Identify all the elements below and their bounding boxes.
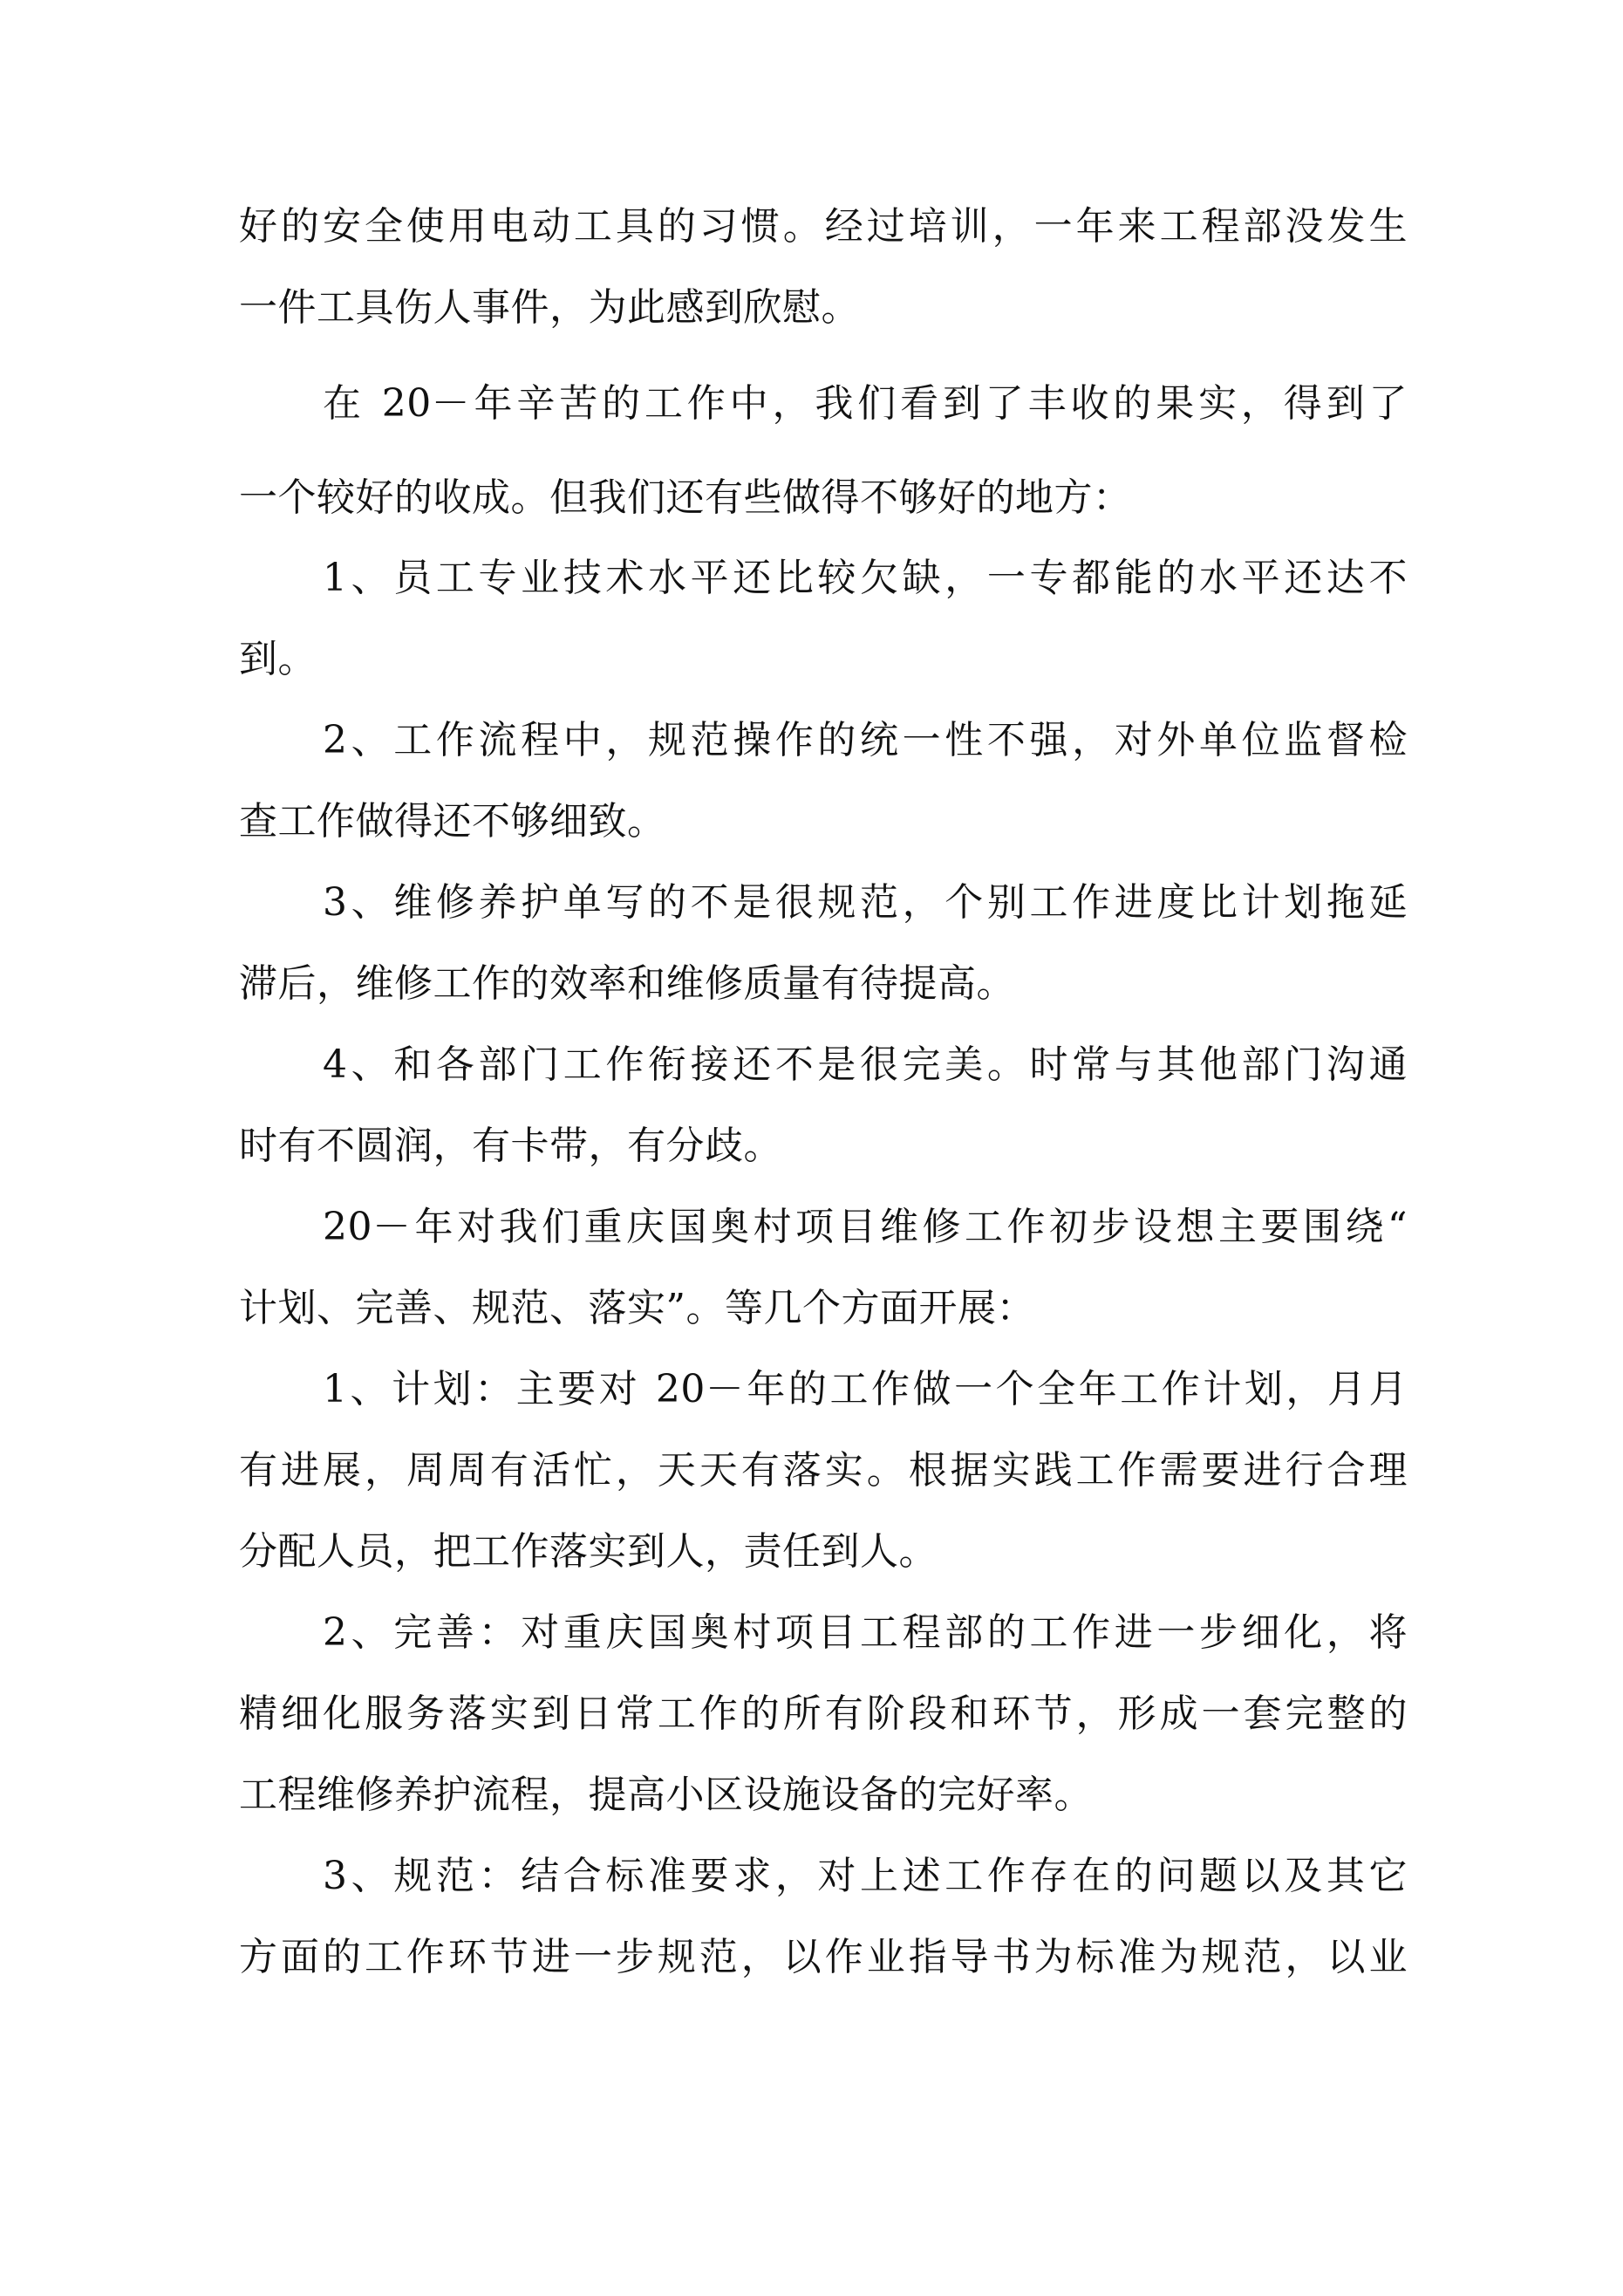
- text-line: 一件工具伤人事件，为此感到欣慰。: [239, 285, 860, 330]
- list-item-start-line: 1、员工专业技术水平还比较欠缺，一专都能的水平还达不: [323, 556, 1408, 600]
- text-line: 精细化服务落实到日常工作的所有阶段和环节，形成一套完整的: [239, 1691, 1408, 1736]
- list-item-start-line: 2、工作流程中，规范操作的统一性不强，对外单位监督检: [323, 718, 1408, 762]
- text-line: 时有不圆润，有卡带，有分歧。: [239, 1124, 782, 1168]
- paragraph-start-line: 在 20－年辛苦的工作中，我们看到了丰收的果实，得到了: [323, 381, 1408, 426]
- text-line: 分配人员，把工作落实到人，责任到人。: [239, 1529, 938, 1574]
- text-line: 有进展，周周有活忙，天天有落实。根据实践工作需要进行合理: [239, 1448, 1408, 1493]
- text-line: 工程维修养护流程，提高小区设施设备的完好率。: [239, 1773, 1093, 1817]
- list-item-start-line: 3、维修养护单写的不是很规范，个别工作进度比计划拖延: [323, 880, 1408, 925]
- text-line: 一个较好的收成。但我们还有些做得不够好的地方：: [239, 475, 1132, 520]
- list-item-start-line: 3、规范：结合标准要求，对上述工作存在的问题以及其它: [323, 1854, 1408, 1898]
- paragraph-start-line: 20－年对我们重庆国奥村项目维修工作初步设想主要围绕“: [323, 1205, 1408, 1249]
- text-line: 方面的工作环节进一步规范，以作业指导书为标准为规范，以业: [239, 1935, 1408, 1979]
- text-line: 好的安全使用电动工具的习惯。经过培训，一年来工程部没发生: [239, 204, 1408, 249]
- list-item-start-line: 2、完善：对重庆国奥村项目工程部的工作进一步细化，将: [323, 1610, 1408, 1655]
- list-item-start-line: 1、计划：主要对 20－年的工作做一个全年工作计划，月月: [323, 1367, 1408, 1411]
- list-item-start-line: 4、和各部门工作衔接还不是很完美。时常与其他部门沟通: [323, 1042, 1408, 1087]
- text-line: 到。: [239, 637, 317, 681]
- text-line: 计划、完善、规范、落实”。等几个方面开展：: [239, 1286, 1035, 1330]
- text-line: 查工作做得还不够细致。: [239, 799, 666, 844]
- text-line: 滞后，维修工作的效率和维修质量有待提高。: [239, 961, 1015, 1006]
